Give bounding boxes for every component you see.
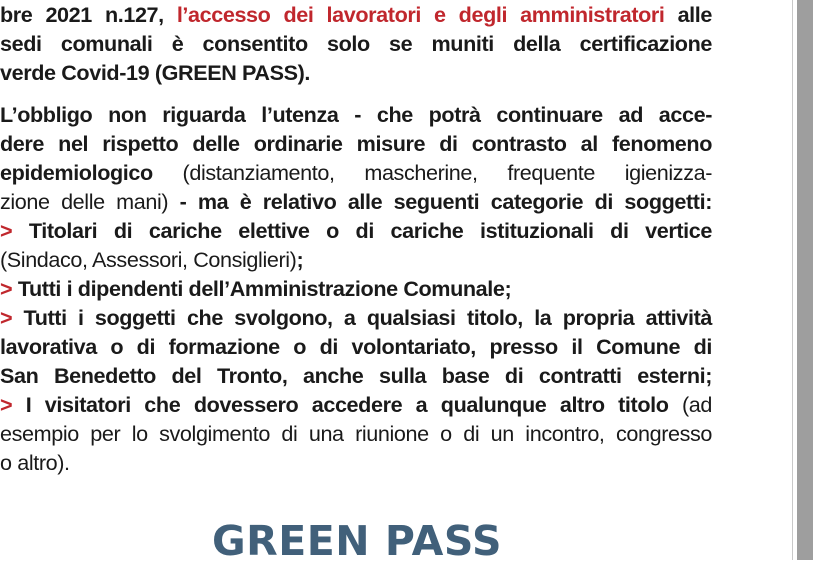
text-line: (Sindaco, Assessori, Consiglieri); (0, 247, 304, 272)
bullet-marker: > (0, 276, 13, 301)
list-item-workers: > Tutti i soggetti che svolgono, a qualsiasi titolo, la propria attività (0, 305, 712, 330)
bullet-marker: > (0, 392, 13, 417)
text-line: sedi comunali è consentito solo se muniti della certificazione (0, 31, 712, 56)
paragraph-obligation (0, 100, 712, 477)
text-line: o altro). (0, 450, 70, 475)
text-line: verde Covid-19 (GREEN PASS). (0, 60, 310, 85)
bullet-marker: > (0, 305, 13, 330)
text-line: esempio per lo svolgimento di una riunione o di un incontro, congresso (0, 421, 712, 446)
bullet-marker: > (0, 218, 13, 243)
text-line: dere nel rispetto delle ordinarie misure di contrasto al fenomeno (0, 131, 712, 156)
scrollbar[interactable] (792, 0, 816, 560)
text-line: lavorativa o di formazione o di volontariato, presso il Comune di (0, 334, 712, 359)
list-item-employees: > Tutti i dipendenti dell’Amministrazione Comunale; (0, 276, 512, 301)
text-line: bre 2021 n.127, l’accesso dei lavoratori e degli amministratori alle (0, 2, 712, 27)
green-pass-title: GREEN PASS (212, 517, 503, 565)
text-line: epidemiologico (distanziamento, mascherine, frequente igienizza- (0, 160, 712, 185)
text-line: L’obbligo non riguarda l’utenza - che potrà continuare ad acce- (0, 102, 712, 127)
list-item-elected-officials: > Titolari di cariche elettive o di cariche istituzionali di vertice (0, 218, 712, 243)
highlighted-text: l’accesso dei lavoratori e degli amministratori (176, 2, 665, 27)
paragraph-access-rule (0, 0, 712, 87)
list-item-visitors: > I visitatori che dovessero accedere a qualunque altro titolo (ad (0, 392, 713, 417)
paragraph-gap (0, 87, 712, 100)
text-line: zione delle mani) - ma è relativo alle seguenti categorie di soggetti: (0, 189, 712, 214)
text-line: San Benedetto del Tronto, anche sulla base di contratti esterni; (0, 363, 712, 388)
scrollbar-track[interactable] (797, 0, 813, 560)
